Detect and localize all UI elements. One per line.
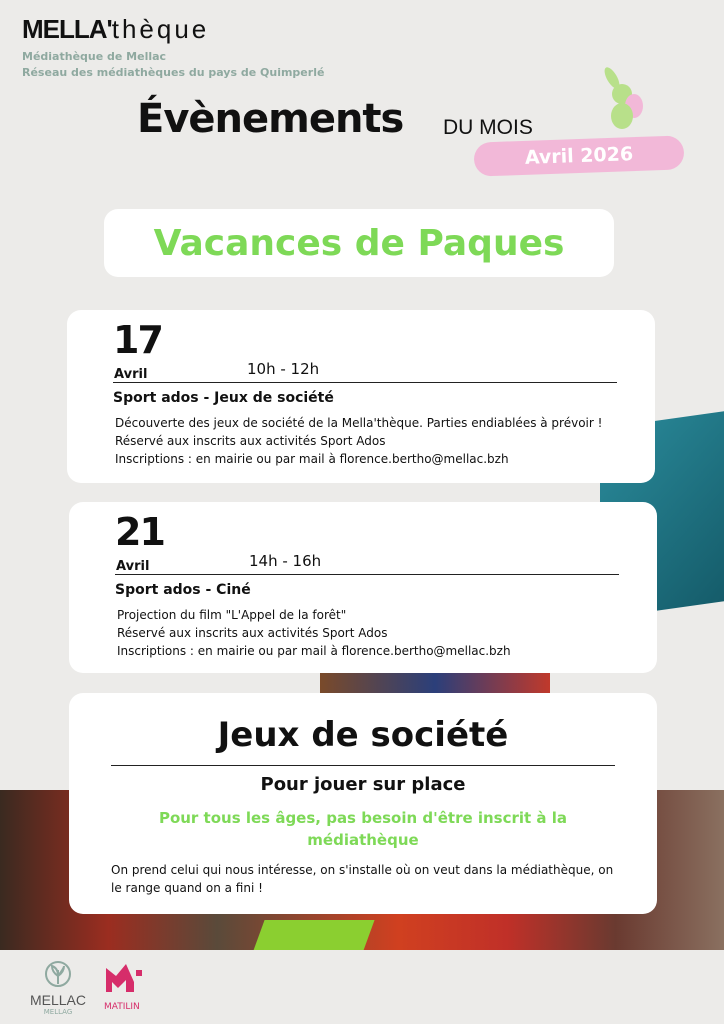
decor-glass-strip <box>320 672 550 694</box>
event-card <box>67 310 655 483</box>
event-desc-line: Inscriptions : en mairie ou par mail à florence.bertho@mellac.bzh <box>115 452 509 466</box>
event-month: Avril <box>116 559 150 574</box>
event-title: Sport ados - Jeux de société <box>113 390 334 406</box>
subtitle-mediatheque: Médiathèque de Mellac <box>22 50 167 63</box>
games-title: Jeux de société <box>217 715 509 755</box>
event-month: Avril <box>114 367 148 382</box>
mellac-logo: MELLAC MELLAG <box>28 960 88 1016</box>
games-text: On prend celui qui nous intéresse, on s'installe où on veut dans la médiathèque, on le range quand on a fini ! <box>111 863 614 895</box>
divider <box>115 574 619 575</box>
event-day: 17 <box>113 318 162 362</box>
divider <box>113 382 617 383</box>
event-desc-line: Réservé aux inscrits aux activités Sport Ados <box>115 434 386 448</box>
section-title: Vacances de Paques <box>104 209 614 277</box>
event-desc-line: Réservé aux inscrits aux activités Sport Ados <box>117 626 388 640</box>
event-title: Sport ados - Ciné <box>115 582 251 598</box>
mellatheque-logo: MELLA'thèque <box>22 14 210 44</box>
event-desc-line: Découverte des jeux de société de la Mella'thèque. Parties endiablées à prévoir ! <box>115 416 603 430</box>
event-time: 14h - 16h <box>249 552 322 570</box>
matilin-m-icon <box>104 962 144 998</box>
games-subtitle: Pour jouer sur place <box>260 774 466 795</box>
event-day: 21 <box>115 510 164 554</box>
event-desc-line: Inscriptions : en mairie ou par mail à florence.bertho@mellac.bzh <box>117 644 511 658</box>
title-suffix: DU MOIS <box>443 116 533 139</box>
month-badge: Avril 2026 <box>473 135 684 176</box>
page-title: Évènements <box>137 96 404 142</box>
event-time: 10h - 12h <box>247 360 320 378</box>
bunny-icon <box>600 66 650 130</box>
event-card <box>69 502 657 673</box>
subtitle-reseau: Réseau des médiathèques du pays de Quimperlé <box>22 66 325 79</box>
games-card <box>69 693 657 914</box>
leaf-icon <box>44 960 72 988</box>
event-desc-line: Projection du film "L'Appel de la forêt" <box>117 608 347 622</box>
matilin-logo: MATILIN <box>104 962 164 1012</box>
games-highlight: Pour tous les âges, pas besoin d'être inscrit à la médiathèque <box>158 809 568 849</box>
